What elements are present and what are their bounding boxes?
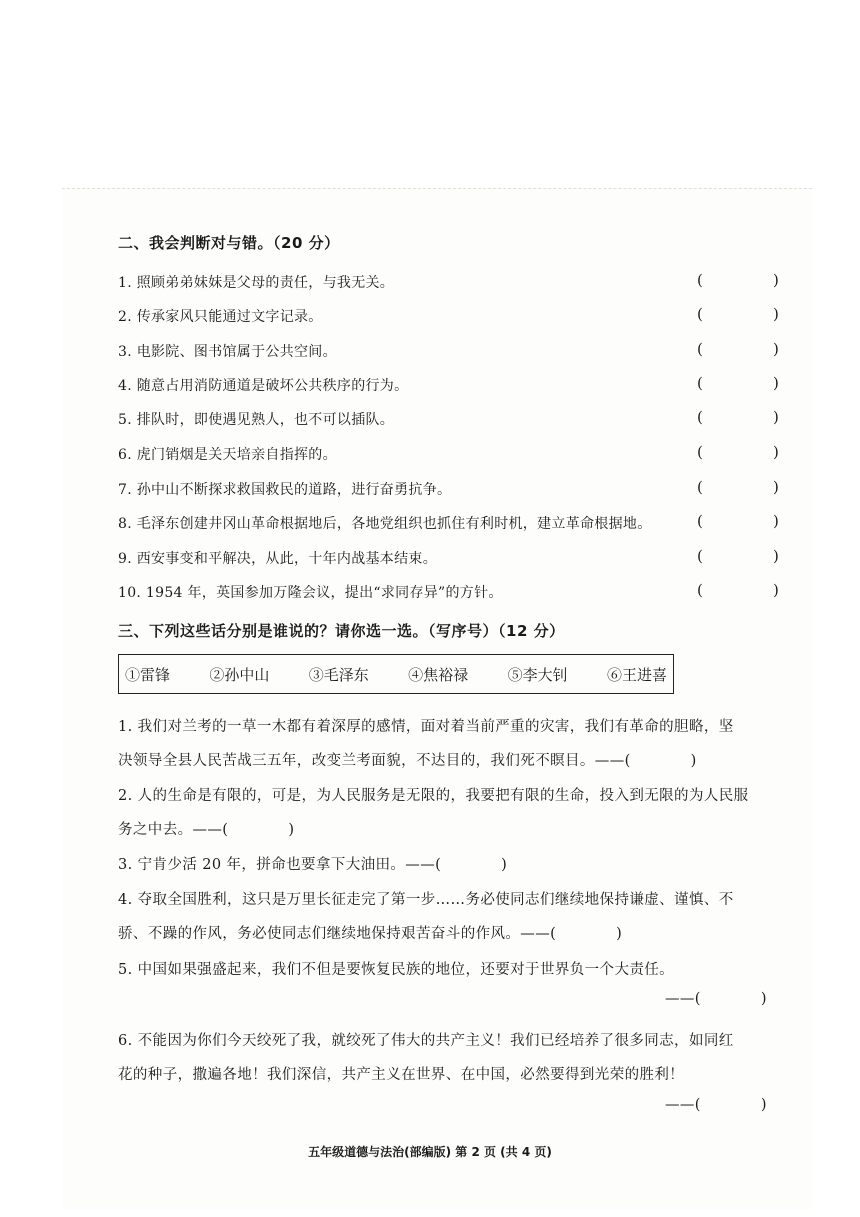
question-2-line-2: 务之中去。——( ) bbox=[118, 822, 295, 838]
answer-paren-open: ( bbox=[697, 547, 703, 565]
answer-blank[interactable] bbox=[697, 512, 787, 532]
judgment-item: 10. 1954 年，英国参加万隆会议，提出“求同存异”的方针。 bbox=[118, 585, 503, 601]
page-footer: 五年级道德与法治(部编版) 第 2 页 (共 4 页) bbox=[308, 1145, 552, 1159]
judgment-item: 5. 排队时，即使遇见熟人，也不可以插队。 bbox=[118, 412, 395, 428]
answer-blank[interactable] bbox=[697, 581, 787, 601]
answer-paren-open: ( bbox=[697, 581, 703, 599]
answer-paren-open: ( bbox=[697, 271, 703, 289]
answer-paren-close: ) bbox=[773, 512, 779, 530]
judgment-item: 1. 照顾弟弟妹妹是父母的责任，与我无关。 bbox=[118, 275, 395, 291]
question-2-line-1: 2. 人的生命是有限的，可是，为人民服务是无限的，我要把有限的生命，投入到无限的为人民服 bbox=[118, 788, 749, 804]
judgment-item: 6. 虎门销烟是关天培亲自指挥的。 bbox=[118, 447, 337, 463]
answer-blank[interactable] bbox=[697, 443, 787, 463]
question-4-line-2: 骄、不躁的作风，务必使同志们继续地保持艰苦奋斗的作风。——( ) bbox=[118, 926, 623, 942]
judgment-item: 8. 毛泽东创建井冈山革命根据地后，各地党组织也抓住有利时机，建立革命根据地。 bbox=[118, 516, 652, 532]
speaker-options-box bbox=[118, 654, 674, 694]
question-5-line-1: 5. 中国如果强盛起来，我们不但是要恢复民族的地位，还要对于世界负一个大责任。 bbox=[118, 962, 675, 978]
option-6: ⑥王进喜 bbox=[606, 665, 667, 684]
answer-paren-close: ) bbox=[773, 478, 779, 496]
option-5: ⑤李大钊 bbox=[507, 665, 568, 684]
answer-blank[interactable] bbox=[697, 305, 787, 325]
judgment-item: 7. 孙中山不断探求救国救民的道路，进行奋勇抗争。 bbox=[118, 482, 452, 498]
answer-paren-close: ) bbox=[773, 581, 779, 599]
answer-paren-open: ( bbox=[697, 374, 703, 392]
answer-paren-open: ( bbox=[697, 408, 703, 426]
question-5-answer: ——( ) bbox=[665, 991, 767, 1007]
question-6-answer: ——( ) bbox=[665, 1097, 767, 1113]
question-1-line-2: 决领导全县人民苦战三五年，改变兰考面貌，不达目的，我们死不瞑目。——( ) bbox=[118, 753, 697, 769]
section3-heading: 三、下列这些话分别是谁说的？请你选一选。（写序号）（12 分） bbox=[118, 622, 565, 640]
question-6-line-2: 花的种子，撒遍各地！我们深信，共产主义在世界、在中国，必然要得到光荣的胜利！ bbox=[118, 1067, 685, 1083]
option-1: ①雷锋 bbox=[125, 665, 171, 684]
answer-paren-open: ( bbox=[697, 443, 703, 461]
answer-paren-close: ) bbox=[773, 547, 779, 565]
answer-blank[interactable] bbox=[697, 478, 787, 498]
question-3-line-1: 3. 宁肯少活 20 年，拼命也要拿下大油田。——( ) bbox=[118, 857, 508, 873]
answer-paren-open: ( bbox=[697, 305, 703, 323]
question-1-line-1: 1. 我们对兰考的一草一木都有着深厚的感情，面对着当前严重的灾害，我们有革命的胆略，坚 bbox=[118, 719, 734, 735]
answer-paren-close: ) bbox=[773, 374, 779, 392]
answer-blank[interactable] bbox=[697, 547, 787, 567]
answer-blank[interactable] bbox=[697, 340, 787, 360]
option-4: ④焦裕禄 bbox=[408, 665, 469, 684]
answer-paren-open: ( bbox=[697, 512, 703, 530]
answer-paren-close: ) bbox=[773, 408, 779, 426]
answer-blank[interactable] bbox=[697, 374, 787, 394]
answer-paren-open: ( bbox=[697, 478, 703, 496]
option-2: ②孙中山 bbox=[209, 665, 270, 684]
answer-paren-close: ) bbox=[773, 443, 779, 461]
answer-blank[interactable] bbox=[697, 271, 787, 291]
judgment-item: 3. 电影院、图书馆属于公共空间。 bbox=[118, 344, 337, 360]
option-3: ③毛泽东 bbox=[308, 665, 369, 684]
answer-blank[interactable] bbox=[697, 408, 787, 428]
judgment-item: 9. 西安事变和平解决，从此，十年内战基本结束。 bbox=[118, 551, 438, 567]
answer-paren-close: ) bbox=[773, 340, 779, 358]
answer-paren-close: ) bbox=[773, 271, 779, 289]
answer-paren-open: ( bbox=[697, 340, 703, 358]
question-6-line-1: 6. 不能因为你们今天绞死了我，就绞死了伟大的共产主义！我们已经培养了很多同志，如同红 bbox=[118, 1033, 734, 1049]
judgment-item: 2. 传承家风只能通过文字记录。 bbox=[118, 309, 323, 325]
question-4-line-1: 4. 夺取全国胜利，这只是万里长征走完了第一步……务必使同志们继续地保持谦虚、谨慎、不 bbox=[118, 892, 734, 908]
judgment-item: 4. 随意占用消防通道是破坏公共秩序的行为。 bbox=[118, 378, 409, 394]
answer-paren-close: ) bbox=[773, 305, 779, 323]
section2-heading: 二、我会判断对与错。（20 分） bbox=[118, 234, 340, 252]
